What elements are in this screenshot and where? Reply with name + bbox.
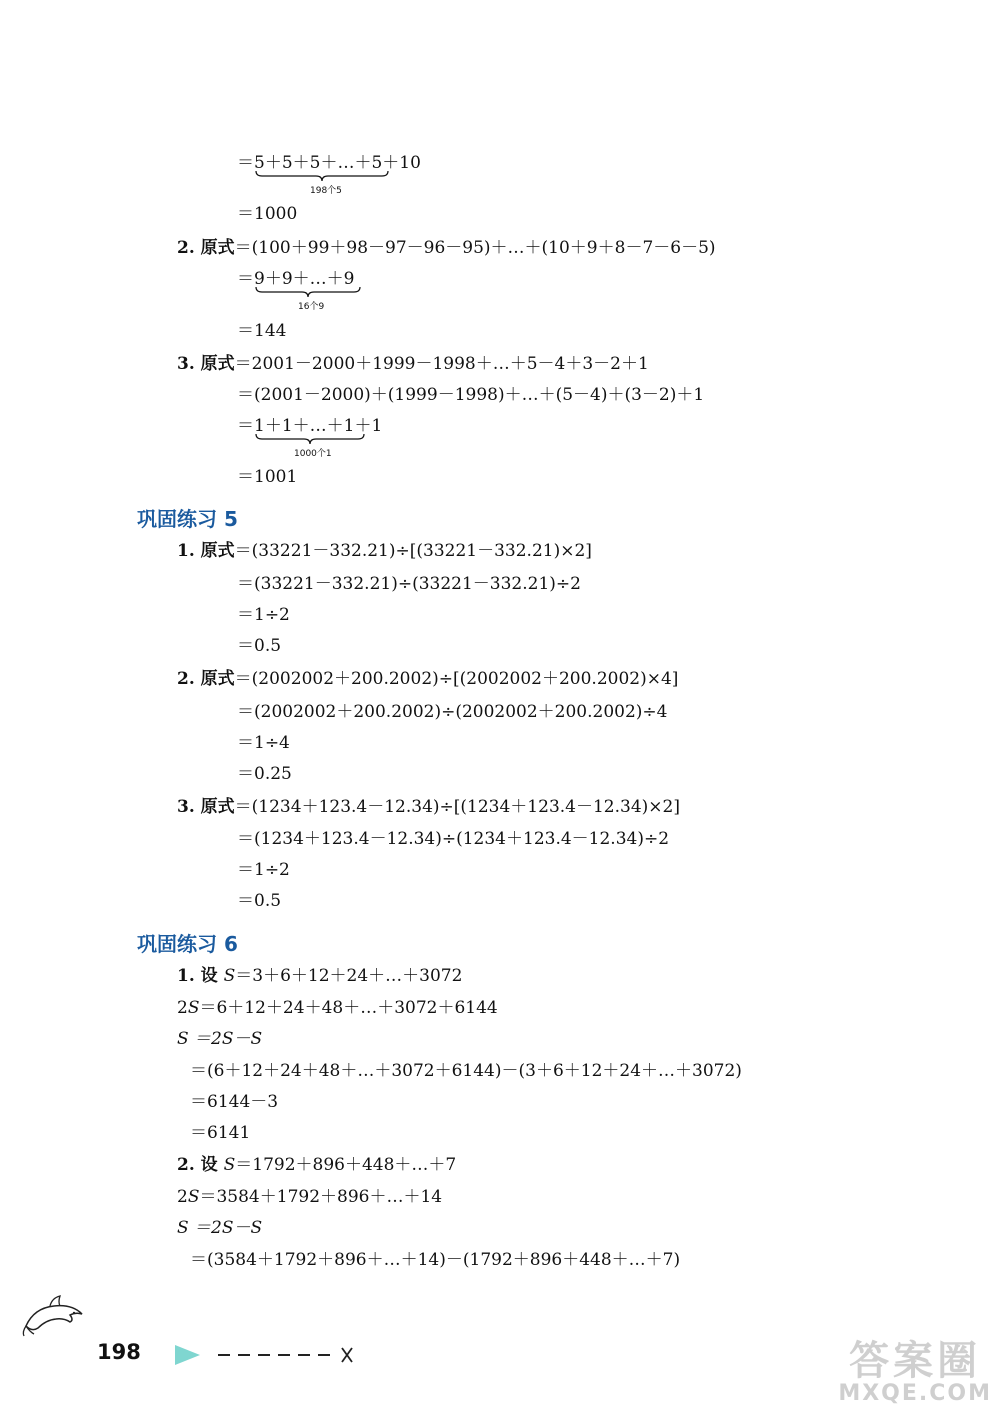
problem-1 bbox=[177, 965, 462, 987]
problem-expression: ＝(33221－332.21)÷[(33221－332.21)×2] bbox=[234, 541, 592, 561]
variable: S bbox=[187, 998, 200, 1018]
equals-sign: ＝ bbox=[237, 416, 254, 436]
problem-expression: ＝3584＋1792＋896＋…＋14 bbox=[199, 1187, 443, 1207]
brace-note: 16个9 bbox=[298, 302, 325, 312]
watermark-logo bbox=[838, 1340, 992, 1406]
problem-expression: ＝2001－2000＋1999－1998＋…＋5－4＋3－2＋1 bbox=[234, 354, 649, 374]
problem-3 bbox=[177, 353, 649, 375]
coefficient: 2 bbox=[177, 1187, 188, 1207]
equation-line: ＝0.5 bbox=[237, 636, 282, 656]
variable: S bbox=[223, 1155, 236, 1175]
equation-line bbox=[237, 268, 355, 312]
problem-expression: ＝(100＋99＋98－97－96－95)＋…＋(10＋9＋8－7－6－5) bbox=[234, 238, 716, 258]
equation-line: S ＝2S－S bbox=[177, 1029, 263, 1049]
equation-line: ＝0.5 bbox=[237, 891, 282, 911]
equation-line: ＝1000 bbox=[237, 204, 298, 224]
equation-line: ＝1÷2 bbox=[237, 860, 290, 880]
problem-label: 3. 原式 bbox=[177, 797, 235, 817]
brace-note: 198个5 bbox=[310, 186, 342, 196]
equation-line: ＝(1234＋123.4－12.34)÷(1234＋123.4－12.34)÷2 bbox=[237, 829, 670, 849]
expression-suffix: ＋10 bbox=[382, 153, 421, 173]
equation-line: ＝(3584＋1792＋896＋…＋14)－(1792＋896＋448＋…＋7) bbox=[190, 1250, 681, 1270]
variable: S bbox=[187, 1187, 200, 1207]
arrow-decoration-icon bbox=[172, 1342, 362, 1368]
equation-line: ＝6141 bbox=[190, 1123, 251, 1143]
equation-line: ＝(2001－2000)＋(1999－1998)＋…＋(5－4)＋(3－2)＋1 bbox=[237, 385, 705, 405]
problem-2 bbox=[177, 237, 716, 259]
problem-2 bbox=[177, 1154, 456, 1176]
problem-label: 2. 原式 bbox=[177, 238, 235, 258]
equation-line: ＝(2002002＋200.2002)÷(2002002＋200.2002)÷4 bbox=[237, 702, 668, 722]
watermark-title: 答案圈 bbox=[849, 1338, 982, 1384]
problem-expression: ＝1792＋896＋448＋…＋7 bbox=[235, 1155, 457, 1175]
equation-line: ＝1÷4 bbox=[237, 733, 290, 753]
problem-expression: ＝3＋6＋12＋24＋…＋3072 bbox=[235, 966, 463, 986]
section-heading: 巩固练习 5 bbox=[137, 507, 238, 531]
brace-note: 1000个1 bbox=[294, 449, 332, 459]
equation-line: ＝(33221－332.21)÷(33221－332.21)÷2 bbox=[237, 574, 581, 594]
equation-line: ＝1001 bbox=[237, 467, 298, 487]
equation-line: S ＝2S－S bbox=[177, 1218, 263, 1238]
equation-line: ＝6144－3 bbox=[190, 1092, 279, 1112]
braced-expression: 1＋1＋…＋1 bbox=[254, 416, 355, 436]
dolphin-icon bbox=[20, 1288, 90, 1338]
page-number: 198 bbox=[97, 1340, 141, 1364]
underbrace-group bbox=[254, 415, 355, 459]
problem-3 bbox=[177, 796, 680, 818]
equation-line: ＝(6＋12＋24＋48＋…＋3072＋6144)－(3＋6＋12＋24＋…＋3072) bbox=[190, 1061, 742, 1081]
expression-suffix: ＋1 bbox=[354, 416, 383, 436]
problem-label: 1. 设 bbox=[177, 966, 224, 986]
problem-expression: ＝6＋12＋24＋48＋…＋3072＋6144 bbox=[199, 998, 498, 1018]
equation-line bbox=[237, 415, 383, 459]
equation-line bbox=[177, 1186, 442, 1208]
equation-line bbox=[177, 997, 498, 1019]
braced-expression: 9＋9＋…＋9 bbox=[254, 269, 355, 289]
watermark-url: MXQE.COM bbox=[838, 1381, 992, 1406]
equation-line: ＝144 bbox=[237, 321, 287, 341]
problem-2 bbox=[177, 668, 678, 690]
problem-expression: ＝(1234＋123.4－12.34)÷[(1234＋123.4－12.34)×2] bbox=[234, 797, 680, 817]
section-heading: 巩固练习 6 bbox=[137, 932, 238, 956]
coefficient: 2 bbox=[177, 998, 188, 1018]
problem-label: 2. 设 bbox=[177, 1155, 224, 1175]
equation-line bbox=[237, 152, 421, 196]
equals-sign: ＝ bbox=[237, 269, 254, 289]
problem-label: 3. 原式 bbox=[177, 354, 235, 374]
equation-line: ＝0.25 bbox=[237, 764, 292, 784]
braced-expression: 5＋5＋5＋…＋5 bbox=[254, 153, 383, 173]
problem-label: 2. 原式 bbox=[177, 669, 235, 689]
variable: S bbox=[223, 966, 236, 986]
problem-label: 1. 原式 bbox=[177, 541, 235, 561]
problem-expression: ＝(2002002＋200.2002)÷[(2002002＋200.2002)×4] bbox=[234, 669, 679, 689]
underbrace-group bbox=[254, 268, 355, 312]
problem-1 bbox=[177, 540, 592, 562]
equals-sign: ＝ bbox=[237, 153, 254, 173]
underbrace-group bbox=[254, 152, 383, 196]
equation-line: ＝1÷2 bbox=[237, 605, 290, 625]
